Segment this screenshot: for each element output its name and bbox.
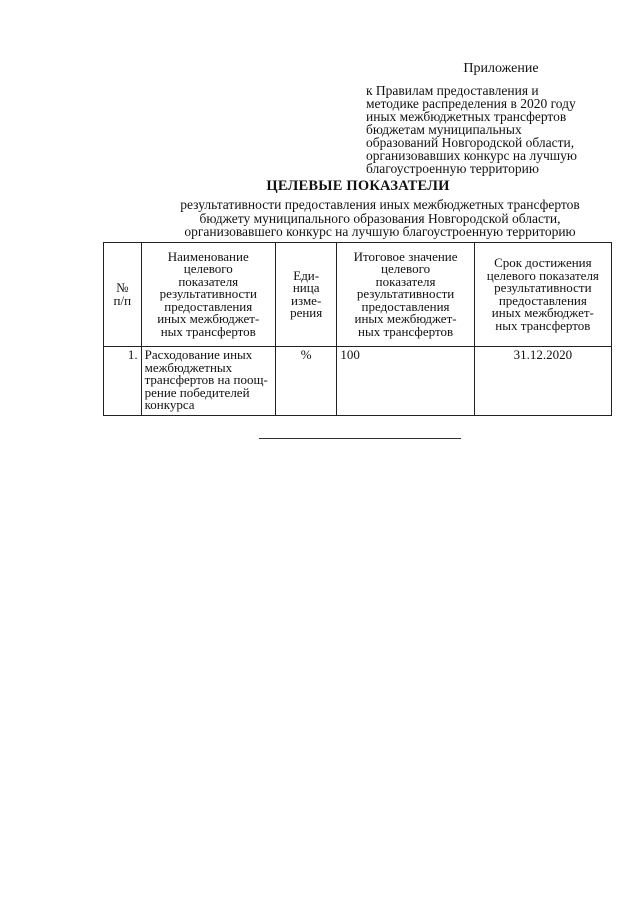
table-row — [104, 347, 612, 416]
table-header-row — [104, 243, 612, 347]
subtitle-line: бюджету муниципального образования Новгородской области, — [199, 210, 561, 226]
appendix-line: иных межбюджетных трансфертов — [366, 109, 567, 124]
appendix-line: бюджетам муниципальных — [366, 122, 522, 137]
header-deadline: Срок достижения целевого показателя результативности предоставления иных межбюджет- ных трансфертов — [474, 243, 611, 347]
appendix-line: организовавших конкурс на лучшую — [366, 148, 577, 163]
header-final-value: Итоговое значение целевого показателя результативности предоставления иных межбюджет- ных трансфертов — [337, 243, 474, 347]
appendix-line: к Правилам предоставления и — [366, 83, 539, 98]
closing-divider-line — [259, 438, 461, 439]
cell-number: 1. — [104, 347, 142, 416]
subtitle-line: результативности предоставления иных межбюджетных трансфертов — [180, 197, 580, 212]
cell-unit: % — [275, 347, 337, 416]
header-indicator-name: Наименование целевого показателя результативности предоставления иных межбюджет- ных трансфертов — [141, 243, 275, 347]
cell-final-value: 100 — [337, 347, 474, 416]
cell-deadline: 31.12.2020 — [474, 347, 611, 416]
header-unit: Еди- ница изме- рения — [275, 243, 337, 347]
cell-indicator-name: Расходование иных межбюджетных трансфертов на поощ- рение победителей конкурса — [141, 347, 275, 416]
appendix-line: методике распределения в 2020 году — [366, 96, 576, 111]
header-number: № п/п — [104, 243, 142, 347]
subtitle-line: организовавшего конкурс на лучшую благоустроенную территорию — [184, 224, 576, 239]
appendix-title: Приложение — [463, 61, 539, 76]
document-title: ЦЕЛЕВЫЕ ПОКАЗАТЕЛИ — [266, 178, 450, 194]
appendix-line: образований Новгородской области, — [366, 135, 575, 150]
appendix-line: благоустроенную территорию — [366, 161, 539, 176]
appendix-block — [366, 62, 616, 175]
document-subtitle — [150, 198, 610, 239]
indicators-table — [103, 242, 612, 416]
